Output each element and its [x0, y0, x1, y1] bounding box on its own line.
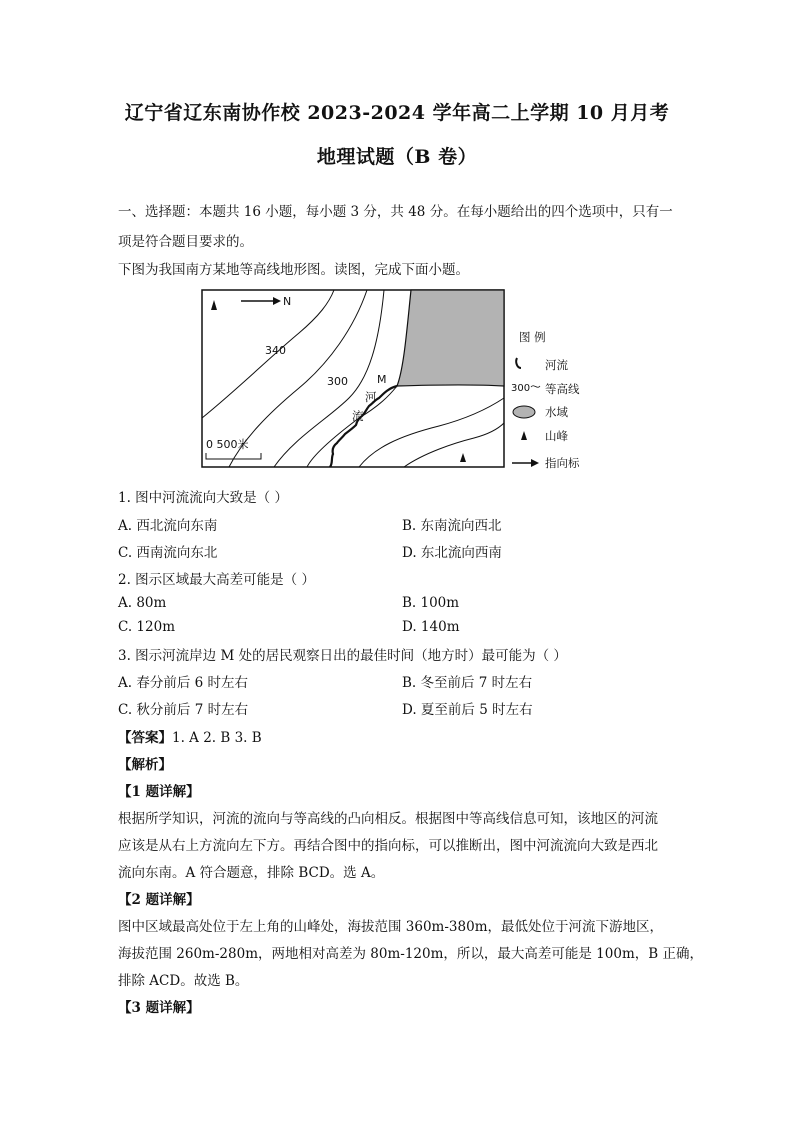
question-2-stem: 2. 图示区域最大高差可能是（ ）	[118, 572, 315, 588]
north-arrowhead-icon	[273, 297, 281, 305]
contour-map-svg	[199, 288, 599, 470]
question-3-stem: 3. 图示河流岸边 M 处的居民观察日出的最佳时间（地方时）最可能为（ ）	[118, 648, 567, 664]
analysis-q1-label: 【1 题详解】	[118, 784, 200, 800]
question-1-option-c: C. 西南流向东北	[118, 545, 218, 561]
river-text: 河	[365, 390, 377, 404]
peak-icon	[211, 300, 217, 310]
legend-water: 水域	[545, 405, 568, 419]
legend-title: 图 例	[519, 330, 546, 344]
legend-water-icon	[513, 406, 535, 418]
analysis-q2-line: 排除 ACD。故选 B。	[118, 973, 249, 989]
analysis-q3-label: 【3 题详解】	[118, 1000, 200, 1016]
legend-peak: 山峰	[545, 429, 568, 443]
contour-label: 340	[265, 344, 286, 357]
river-line	[330, 386, 397, 467]
analysis-q1-line: 流向东南。A 符合题意，排除 BCD。选 A。	[118, 865, 385, 881]
section-heading-line2: 项是符合题目要求的。	[118, 234, 253, 250]
exam-title-line1: 辽宁省辽东南协作校 2023-2024 学年高二上学期 10 月月考	[124, 102, 670, 124]
question-3-option-a: A. 春分前后 6 时左右	[118, 675, 249, 691]
answer-row	[118, 726, 262, 746]
analysis-q1-line: 根据所学知识，河流的流向与等高线的凸向相反。根据图中等高线信息可知，该地区的河流	[118, 811, 658, 827]
legend-contour: 等高线	[545, 382, 580, 396]
legend-peak-icon	[521, 431, 527, 440]
question-1-option-b: B. 东南流向西北	[402, 518, 502, 534]
analysis-q1-line: 应该是从右上方流向左下方。再结合图中的指向标，可以推断出，图中河流流向大致是西北	[118, 838, 658, 854]
water-body	[397, 290, 504, 386]
question-2-option-d: D. 140m	[402, 619, 460, 635]
question-1-stem: 1. 图中河流流向大致是（ ）	[118, 490, 288, 506]
analysis-label: 【解析】	[118, 757, 172, 773]
question-3-option-d: D. 夏至前后 5 时左右	[402, 702, 533, 718]
analysis-q2-line: 海拔范围 260m-280m，两地相对高差为 80m-120m，所以，最大高差可能是 100m，B 正确，	[118, 946, 703, 962]
question-intro: 下图为我国南方某地等高线地形图。读图，完成下面小题。	[118, 262, 469, 278]
legend-river-icon	[516, 358, 521, 368]
legend-pointer: 指向标	[545, 456, 580, 470]
question-2-option-b: B. 100m	[402, 595, 460, 611]
question-1-option-d: D. 东北流向西南	[402, 545, 502, 561]
question-2-option-a: A. 80m	[118, 595, 167, 611]
contour-line	[359, 398, 504, 467]
river-text: 流	[352, 409, 364, 423]
scale-label: 0 500米	[206, 438, 249, 451]
question-1-option-a: A. 西北流向东南	[118, 518, 218, 534]
question-3-option-c: C. 秋分前后 7 时左右	[118, 702, 249, 718]
section-heading-line1: 一、选择题：本题共 16 小题，每小题 3 分，共 48 分。在每小题给出的四个选项中，只有一	[118, 204, 673, 220]
legend-contour-icon	[531, 386, 540, 388]
peak-icon	[460, 453, 466, 462]
north-label: N	[283, 295, 292, 308]
question-2-option-c: C. 120m	[118, 619, 175, 635]
analysis-q2-label: 【2 题详解】	[118, 892, 200, 908]
question-3-option-b: B. 冬至前后 7 时左右	[402, 675, 533, 691]
point-m-label: M	[377, 373, 387, 386]
contour-line	[404, 423, 504, 467]
answer-text: 1. A 2. B 3. B	[172, 730, 262, 746]
exam-title-line2: 地理试题（B 卷）	[316, 146, 478, 168]
analysis-q2-line: 图中区域最高处位于左上角的山峰处，海拔范围 360m-380m，最低处位于河流下游地区，	[118, 919, 663, 935]
answer-label: 【答案】	[118, 730, 172, 746]
contour-label: 300	[327, 375, 348, 388]
contour-map-figure	[199, 288, 599, 470]
legend-river: 河流	[545, 358, 568, 372]
legend-pointer-arrowhead-icon	[531, 459, 539, 467]
legend-contour-sample: 300	[511, 383, 531, 394]
contour-line	[307, 386, 397, 467]
